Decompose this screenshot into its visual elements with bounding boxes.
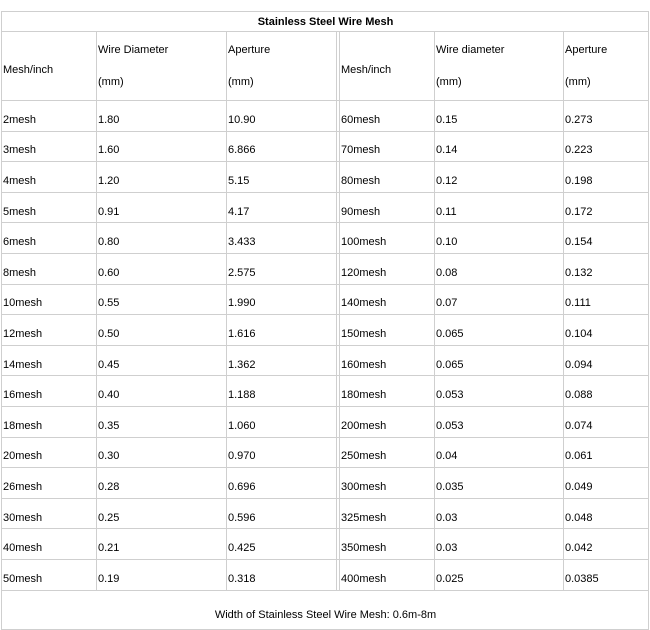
cell-aperture-right [564,315,649,346]
cell-wire-left [97,253,227,284]
cell-mesh-right [340,253,435,284]
cell-aperture-right [564,345,649,376]
cell-aperture-left [227,345,337,376]
cell-value: 0.172 [565,205,593,218]
cell-value: 50mesh [3,572,43,585]
cell-value: 0.50 [98,327,120,340]
cell-value: 140mesh [341,297,387,310]
cell-value: 0.0385 [565,572,599,585]
cell-mesh-left [2,345,97,376]
cell-mesh-left [2,529,97,560]
cell-value: 0.80 [98,236,120,249]
cell-value: 0.45 [98,358,120,371]
header-aperture-right-unit: (mm) [565,76,591,88]
cell-value: 0.596 [228,511,256,524]
cell-value: 0.223 [565,144,593,157]
table-row [2,131,649,162]
cell-value: 0.074 [565,419,593,432]
cell-value: 0.696 [228,480,256,493]
cell-value: 300mesh [341,480,387,493]
cell-mesh-left [2,101,97,132]
header-aperture-left [227,32,337,101]
cell-value: 1.188 [228,389,256,402]
header-aperture-left-unit: (mm) [228,76,254,88]
cell-aperture-left [227,559,337,590]
cell-value: 0.19 [98,572,120,585]
cell-value: 8mesh [3,266,37,279]
cell-wire-right [435,559,564,590]
table-row [2,101,649,132]
cell-value: 0.07 [436,297,458,310]
cell-value: 26mesh [3,480,43,493]
cell-aperture-left [227,315,337,346]
cell-value: 400mesh [341,572,387,585]
table-title: Stainless Steel Wire Mesh [2,12,649,32]
cell-value: 0.55 [98,297,120,310]
cell-mesh-right [340,468,435,499]
cell-value: 0.088 [565,389,593,402]
cell-aperture-right [564,376,649,407]
cell-value: 0.12 [436,174,458,187]
cell-value: 0.08 [436,266,458,279]
cell-aperture-left [227,406,337,437]
cell-value: 60mesh [341,113,381,126]
cell-aperture-left [227,223,337,254]
cell-wire-right [435,253,564,284]
header-mesh-left-label: Mesh/inch [3,64,54,76]
header-wire-left-label: Wire Diameter [98,44,169,56]
cell-aperture-left [227,131,337,162]
table-row [2,498,649,529]
cell-aperture-right [564,162,649,193]
header-wire-right [435,32,564,101]
cell-mesh-right [340,529,435,560]
cell-value: 5mesh [3,205,37,218]
cell-aperture-left [227,162,337,193]
cell-value: 0.132 [565,266,593,279]
cell-value: 0.049 [565,480,593,493]
cell-mesh-right [340,376,435,407]
header-wire-left-unit: (mm) [98,76,124,88]
cell-value: 0.40 [98,389,120,402]
table-row [2,192,649,223]
table-row [2,437,649,468]
cell-value: 3mesh [3,144,37,157]
cell-mesh-right [340,315,435,346]
cell-value: 0.30 [98,450,120,463]
cell-mesh-left [2,406,97,437]
footer-row [2,590,649,629]
cell-mesh-left [2,192,97,223]
table-row [2,529,649,560]
cell-mesh-left [2,284,97,315]
cell-wire-right [435,284,564,315]
cell-value: 1.060 [228,419,256,432]
cell-aperture-right [564,498,649,529]
cell-value: 6.866 [228,144,256,157]
cell-value: 0.25 [98,511,120,524]
cell-value: 0.065 [436,358,464,371]
cell-aperture-left [227,253,337,284]
header-mesh-left [2,32,97,101]
cell-aperture-left [227,376,337,407]
cell-value: 150mesh [341,327,387,340]
cell-mesh-left [2,559,97,590]
cell-value: 0.60 [98,266,120,279]
cell-value: 3.433 [228,236,256,249]
cell-aperture-right [564,406,649,437]
cell-mesh-left [2,468,97,499]
table-row [2,253,649,284]
header-wire-left [97,32,227,101]
cell-value: 0.04 [436,450,458,463]
table-row [2,406,649,437]
cell-wire-left [97,101,227,132]
cell-wire-left [97,498,227,529]
cell-aperture-right [564,468,649,499]
cell-value: 180mesh [341,389,387,402]
cell-aperture-left [227,101,337,132]
cell-value: 0.198 [565,174,593,187]
cell-value: 0.318 [228,572,256,585]
cell-mesh-left [2,498,97,529]
table-row [2,559,649,590]
cell-value: 0.970 [228,450,256,463]
cell-value: 6mesh [3,236,37,249]
cell-value: 14mesh [3,358,43,371]
cell-value: 5.15 [228,174,250,187]
cell-mesh-left [2,253,97,284]
cell-value: 4mesh [3,174,37,187]
cell-value: 120mesh [341,266,387,279]
cell-value: 160mesh [341,358,387,371]
cell-wire-right [435,376,564,407]
header-aperture-right [564,32,649,101]
cell-wire-right [435,315,564,346]
cell-value: 1.20 [98,174,120,187]
cell-value: 0.053 [436,389,464,402]
cell-aperture-left [227,468,337,499]
cell-value: 30mesh [3,511,43,524]
cell-aperture-right [564,131,649,162]
wire-mesh-table [1,11,649,630]
cell-value: 70mesh [341,144,381,157]
cell-wire-left [97,376,227,407]
cell-wire-left [97,345,227,376]
cell-aperture-left [227,529,337,560]
cell-value: 40mesh [3,542,43,555]
cell-mesh-right [340,101,435,132]
cell-value: 0.21 [98,542,120,555]
cell-value: 1.80 [98,113,120,126]
cell-mesh-left [2,162,97,193]
cell-value: 0.025 [436,572,464,585]
cell-mesh-right [340,345,435,376]
footer-note: Width of Stainless Steel Wire Mesh: 0.6m-8m [2,590,649,629]
cell-mesh-right [340,284,435,315]
cell-value: 0.03 [436,511,458,524]
cell-value: 0.042 [565,542,593,555]
cell-aperture-right [564,559,649,590]
cell-mesh-left [2,131,97,162]
cell-value: 0.03 [436,542,458,555]
cell-aperture-right [564,192,649,223]
cell-value: 10mesh [3,297,43,310]
cell-mesh-right [340,406,435,437]
cell-value: 0.91 [98,205,120,218]
cell-aperture-right [564,101,649,132]
cell-value: 0.28 [98,480,120,493]
cell-wire-right [435,498,564,529]
cell-value: 0.053 [436,419,464,432]
cell-wire-left [97,406,227,437]
cell-mesh-right [340,131,435,162]
cell-value: 0.15 [436,113,458,126]
cell-value: 20mesh [3,450,43,463]
cell-value: 100mesh [341,236,387,249]
cell-value: 12mesh [3,327,43,340]
cell-mesh-right [340,223,435,254]
cell-wire-left [97,284,227,315]
cell-aperture-left [227,284,337,315]
table-row [2,345,649,376]
table-row [2,162,649,193]
cell-value: 0.10 [436,236,458,249]
cell-value: 90mesh [341,205,381,218]
header-row [2,32,649,101]
header-mesh-right-label: Mesh/inch [341,64,392,76]
table-row [2,376,649,407]
cell-wire-left [97,529,227,560]
table-row [2,315,649,346]
cell-value: 18mesh [3,419,43,432]
cell-value: 1.362 [228,358,256,371]
table-row [2,223,649,254]
cell-wire-left [97,468,227,499]
cell-value: 2mesh [3,113,37,126]
cell-wire-right [435,345,564,376]
cell-aperture-right [564,284,649,315]
cell-mesh-left [2,437,97,468]
cell-value: 1.60 [98,144,120,157]
cell-mesh-left [2,376,97,407]
cell-mesh-right [340,192,435,223]
cell-value: 0.35 [98,419,120,432]
cell-value: 0.065 [436,327,464,340]
cell-mesh-right [340,559,435,590]
header-aperture-right-label: Aperture [565,44,608,56]
header-wire-right-label: Wire diameter [436,44,505,56]
cell-wire-left [97,559,227,590]
cell-wire-right [435,406,564,437]
cell-wire-right [435,437,564,468]
cell-value: 350mesh [341,542,387,555]
cell-value: 0.094 [565,358,593,371]
table-row [2,284,649,315]
cell-value: 0.273 [565,113,593,126]
cell-value: 0.425 [228,542,256,555]
cell-mesh-left [2,315,97,346]
cell-value: 2.575 [228,266,256,279]
cell-value: 0.048 [565,511,593,524]
header-mesh-right [340,32,435,101]
cell-value: 0.11 [436,205,457,218]
cell-value: 0.154 [565,236,593,249]
cell-value: 0.104 [565,327,593,340]
cell-aperture-right [564,253,649,284]
table-row [2,468,649,499]
cell-wire-right [435,162,564,193]
cell-wire-left [97,162,227,193]
cell-value: 0.111 [565,297,591,310]
cell-wire-right [435,131,564,162]
cell-wire-right [435,101,564,132]
cell-wire-right [435,192,564,223]
cell-value: 250mesh [341,450,387,463]
cell-wire-left [97,223,227,254]
cell-mesh-right [340,162,435,193]
cell-wire-left [97,131,227,162]
cell-wire-left [97,437,227,468]
title-row [2,12,649,32]
cell-wire-left [97,315,227,346]
cell-aperture-left [227,437,337,468]
cell-value: 200mesh [341,419,387,432]
cell-wire-right [435,468,564,499]
cell-value: 80mesh [341,174,381,187]
cell-value: 325mesh [341,511,387,524]
cell-wire-right [435,529,564,560]
cell-aperture-right [564,529,649,560]
cell-value: 0.14 [436,144,458,157]
header-aperture-left-label: Aperture [228,44,271,56]
cell-aperture-left [227,498,337,529]
cell-value: 0.061 [565,450,593,463]
cell-value: 1.990 [228,297,256,310]
cell-aperture-left [227,192,337,223]
cell-wire-right [435,223,564,254]
cell-mesh-left [2,223,97,254]
cell-aperture-right [564,223,649,254]
cell-value: 10.90 [228,113,256,126]
cell-value: 4.17 [228,205,250,218]
cell-value: 0.035 [436,480,464,493]
header-wire-right-unit: (mm) [436,76,462,88]
cell-mesh-right [340,437,435,468]
cell-wire-left [97,192,227,223]
cell-value: 16mesh [3,389,43,402]
cell-aperture-right [564,437,649,468]
cell-value: 1.616 [228,327,256,340]
cell-mesh-right [340,498,435,529]
